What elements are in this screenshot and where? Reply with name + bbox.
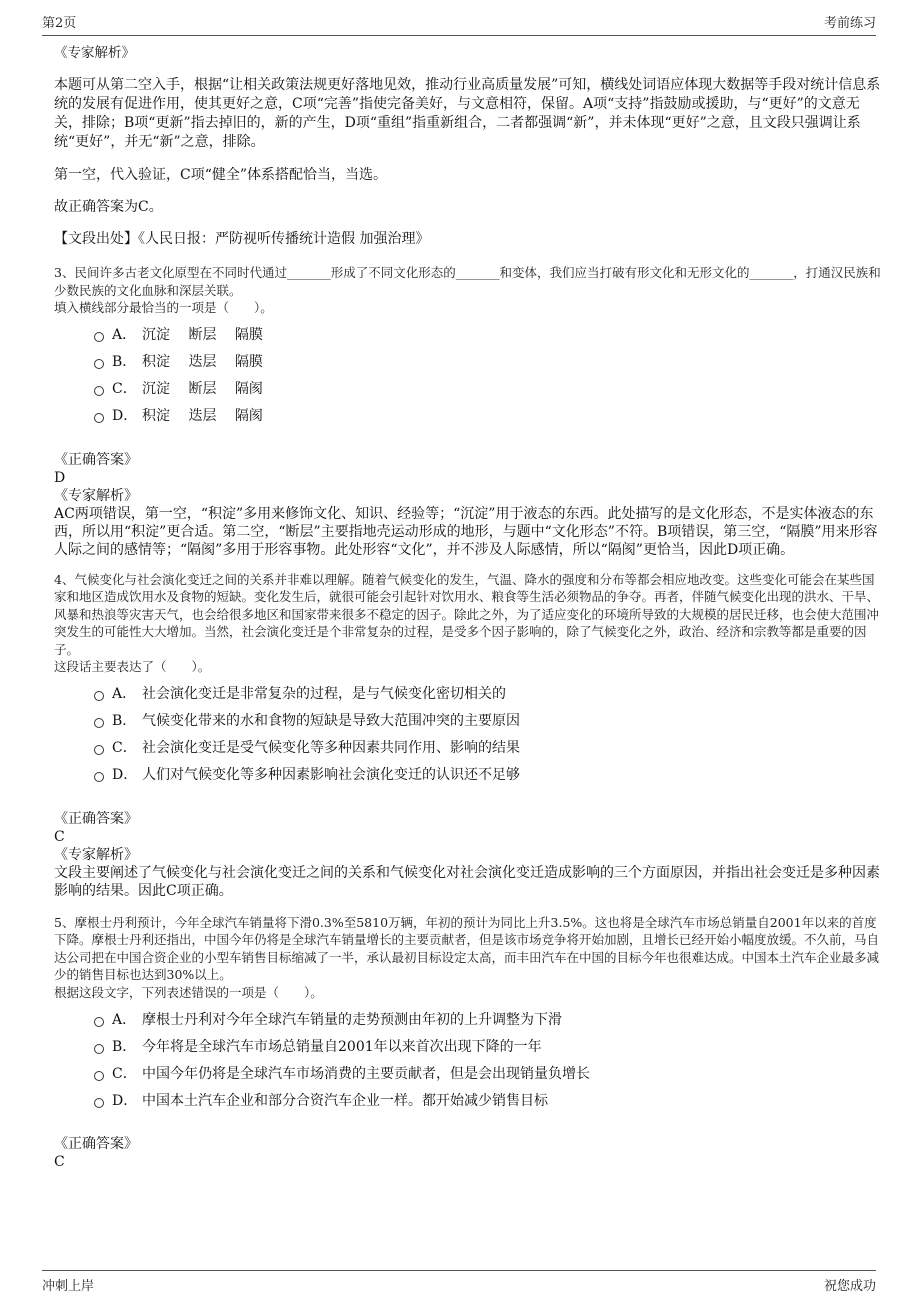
radio-icon[interactable] (94, 386, 104, 396)
q5-answer-block (54, 1135, 884, 1171)
option-b[interactable]: B． 气候变化带来的水和食物的短缺是导致大范围冲突的主要原因 (94, 707, 884, 734)
radio-icon[interactable] (94, 745, 104, 755)
option-d[interactable]: D． 人们对气候变化等多种因素影响社会演化变迁的认识还不足够 (94, 761, 884, 788)
q2-analysis (54, 44, 884, 248)
q4-answer-block (54, 810, 884, 900)
radio-icon[interactable] (94, 718, 104, 728)
analysis-text: 第一空，代入验证，C项“健全”体系搭配恰当，当选。 (54, 167, 388, 183)
answer-value: C (54, 828, 65, 845)
page-header (42, 12, 876, 36)
option-d[interactable]: D． 积淀 迭层 隔阂 (94, 402, 884, 429)
option-a[interactable]: A． 沉淀 断层 隔膜 (94, 321, 884, 348)
radio-icon[interactable] (94, 1098, 104, 1108)
question-prompt: 根据这段文字，下列表述错误的一项是（ ）。 (54, 984, 323, 1000)
radio-icon[interactable] (94, 1071, 104, 1081)
answer-label: 《正确答案》 (54, 451, 138, 468)
source-note: 【文段出处】《人民日报：严防视听传播统计造假 加强治理》 (54, 231, 430, 247)
analysis-text: 文段主要阐述了气候变化与社会演化变迁之间的关系和气候变化对社会演化变迁造成影响的三个方面原因，并指出社会变迁是多种因素影响的结果。因此C项正确。 (54, 864, 880, 899)
answer-value: C (54, 1154, 65, 1170)
radio-icon[interactable] (94, 359, 104, 369)
option-a[interactable]: A． 社会演化变迁是非常复杂的过程，是与气候变化密切相关的 (94, 680, 884, 707)
radio-icon[interactable] (94, 332, 104, 342)
option-c[interactable]: C． 社会演化变迁是受气候变化等多种因素共同作用、影响的结果 (94, 734, 884, 761)
question-stem: 3、民间许多古老文化原型在不同时代通过_______形成了不同文化形态的_______和变体，我们应当打破有形文化和无形文化的_______，打通汉民族和少数民族的文化血脉和深层关联。 (54, 265, 881, 298)
question-stem: 4、气候变化与社会演化变迁之间的关系并非难以理解。随着气候变化的发生，气温、降水的强度和分布等都会相应地改变。这些变化可能会在某些国家和地区造成饮用水及食物的短缺。变化发生后，就很可能会引起针对饮用水、粮食等生活必须物品的争夺。再者，伴随气候变化出现的洪水、干旱、风暴和热浪等灾害天气，也会给很多地区和国家带来很多不稳定的因子。除此之外，为了适应变化的环境所导致的大规模的居民迁移，也会使大范围冲突发生的可能性大大增加。当然，社会演化变迁是个非常复杂的过程，是受多个因子影响的，除了气候变化之外，政治、经济和宗教等都是重要的因子。 (54, 571, 880, 657)
question-3 (54, 264, 884, 317)
header-title: 考前练习 (823, 16, 876, 31)
option-b[interactable]: B． 今年将是全球汽车市场总销量自2001年以来首次出现下降的一年 (94, 1032, 884, 1059)
analysis-text: 本题可从第二空入手，根据“让相关政策法规更好落地见效，推动行业高质量发展”可知，横线处词语应体现大数据等手段对统计信息系统的发展有促进作用，使其更好之意，C项“完善”指使完备美好，与文意相符，保留。A项“支持”指鼓励或援助，与“更好”的文意无关，排除；B项“更新”指去掉旧的，新的产生，D项“重组”指重新组合，二者都强调“新”，并未体现“更好”之意，且文段只强调让系统“更好”，并无“新”之意，排除。 (54, 77, 881, 150)
radio-icon[interactable] (94, 1044, 104, 1054)
page-content (54, 44, 884, 1171)
option-c[interactable]: C． 沉淀 断层 隔阂 (94, 375, 884, 402)
q3-options (94, 321, 884, 429)
question-stem: 5、摩根士丹利预计，今年全球汽车销量将下滑0.3%至5810万辆，年初的预计为同比上升3.5%。这也将是全球汽车市场总销量自2001年以来的首度下降。摩根士丹利还指出，中国今年仍将是全球汽车销量增长的主要贡献者，但是该市场竞争将开始加剧，且增长已经开始小幅度放缓。不久前，马自达公司把在中国合资企业的小型车销售目标缩减了一半，承认最初目标设定太高，而丰田汽车在中国的目标今年也很难达成。中国本土汽车企业最多减少的销售目标也达到30%以上。 (54, 914, 880, 982)
option-c[interactable]: C． 中国今年仍将是全球汽车市场消费的主要贡献者，但是会出现销量负增长 (94, 1059, 884, 1086)
radio-icon[interactable] (94, 691, 104, 701)
page-number: 第2页 (42, 16, 77, 31)
question-prompt: 这段话主要表达了（ ）。 (54, 659, 211, 674)
option-a[interactable]: A． 摩根士丹利对今年全球汽车销量的走势预测由年初的上升调整为下滑 (94, 1005, 884, 1032)
q4-options (94, 680, 884, 788)
answer-label: 《正确答案》 (54, 1136, 138, 1152)
radio-icon[interactable] (94, 772, 104, 782)
question-4 (54, 571, 884, 676)
page-footer (42, 1270, 876, 1294)
analysis-label: 《专家解析》 (54, 45, 135, 61)
analysis-text: AC两项错误，第一空，“积淀”多用来修饰文化、知识、经验等；“沉淀”用于液态的东西。此处描写的是文化形态，不是实体液态的东西，所以用“积淀”更合适。第二空，“断层”主要指地壳运动形成的地形，与题中“文化形态”不符。B项错误，第三空，“隔膜”用来形容人际之间的感情等；“隔阂”多用于形容事物。此处形容“文化”，并不涉及人际感情，所以“隔阂”更恰当，因此D项正确。 (54, 505, 878, 558)
analysis-text: 故正确答案为C。 (54, 199, 163, 215)
question-5 (54, 914, 884, 1002)
question-prompt: 填入横线部分最恰当的一项是（ ）。 (54, 300, 273, 315)
q5-options (94, 1005, 884, 1113)
radio-icon[interactable] (94, 413, 104, 423)
footer-right: 祝您成功 (823, 1279, 876, 1294)
q3-answer-block (54, 451, 884, 559)
analysis-label: 《专家解析》 (54, 846, 138, 863)
option-b[interactable]: B． 积淀 迭层 隔膜 (94, 348, 884, 375)
answer-value: D (54, 469, 66, 486)
answer-label: 《正确答案》 (54, 810, 138, 827)
option-d[interactable]: D． 中国本土汽车企业和部分合资汽车企业一样。都开始减少销售目标 (94, 1086, 884, 1113)
analysis-label: 《专家解析》 (54, 487, 138, 504)
radio-icon[interactable] (94, 1017, 104, 1027)
footer-left: 冲刺上岸 (42, 1279, 95, 1294)
